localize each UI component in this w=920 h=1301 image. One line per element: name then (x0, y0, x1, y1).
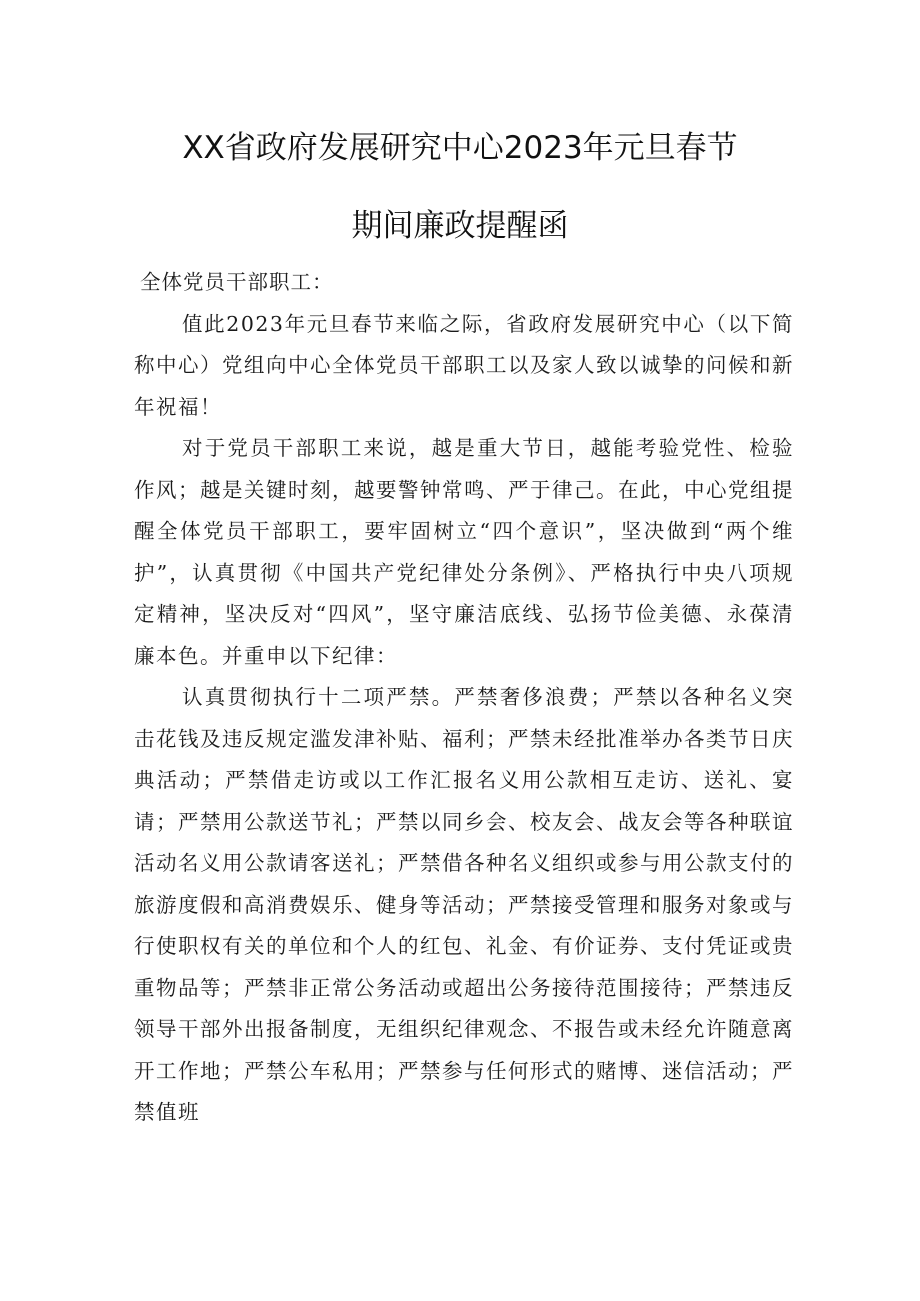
document-title-line2: 期间廉政提醒函 (351, 208, 569, 244)
salutation: 全体党员干部职工： (140, 270, 334, 294)
paragraph-reminder: 对于党员干部职工来说，越是重大节日，越能考验党性、检验作风；越是关键时刻，越要警钟常鸣、严于律己。在此，中心党组提醒全体党员干部职工，要牢固树立“四个意识”，坚决做到“两个维护”，认真贯彻《中国共产党纪律处分条例》、严格执行中央八项规定精神，坚决反对“四风”，坚守廉洁底线、弘扬节俭美德、永葆清廉本色。并重申以下纪律： (134, 436, 794, 668)
document-body (134, 262, 794, 1134)
paragraph-prohibitions: 认真贯彻执行十二项严禁。严禁奢侈浪费；严禁以各种名义突击花钱及违反规定滥发津补贴、福利；严禁未经批准举办各类节日庆典活动；严禁借走访或以工作汇报名义用公款相互走访、送礼、宴请；严禁用公款送节礼；严禁以同乡会、校友会、战友会等各种联谊活动名义用公款请客送礼；严禁借各种名义组织或参与用公款支付的旅游度假和高消费娱乐、健身等活动；严禁接受管理和服务对象或与行使职权有关的单位和个人的红包、礼金、有价证券、支付凭证或贵重物品等；严禁非正常公务活动或超出公务接待范围接待；严禁违反领导干部外出报备制度，无组织纪律观念、不报告或未经允许随意离开工作地；严禁公车私用；严禁参与任何形式的赌博、迷信活动；严禁值班 (134, 685, 794, 1124)
paragraph-greeting: 值此2023年元旦春节来临之际，省政府发展研究中心（以下简称中心）党组向中心全体党员干部职工以及家人致以诚挚的问候和新年祝福！ (134, 311, 794, 419)
document-title-line1: XX省政府发展研究中心2023年元旦春节 (182, 130, 738, 166)
